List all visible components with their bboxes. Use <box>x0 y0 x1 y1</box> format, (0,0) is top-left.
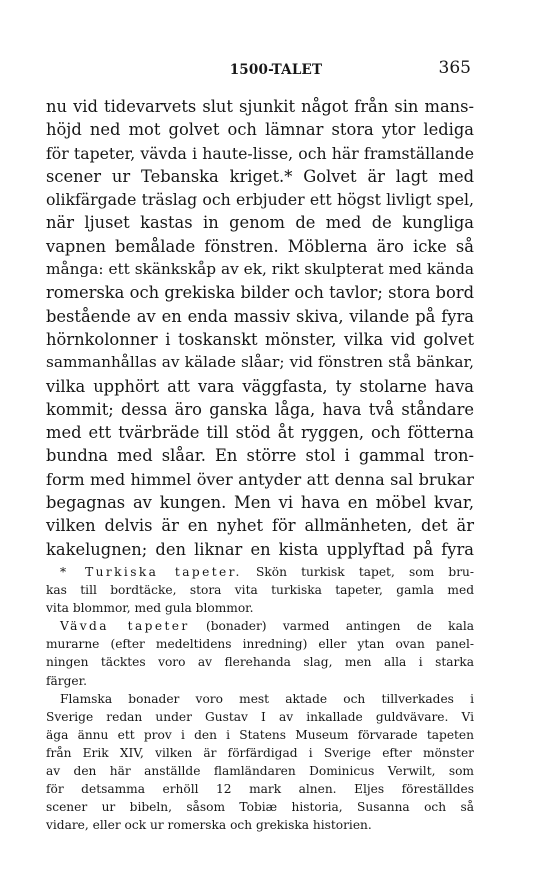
body-line: form med himmel över antyder att denna sal brukar <box>46 469 474 489</box>
page-number: 365 <box>438 58 471 78</box>
body-line: för tapeter, vävda i haute-lisse, och här framställande <box>46 143 474 163</box>
body-line: när ljuset kastas in genom de med de kungliga <box>46 213 474 233</box>
body-line: bestående av en enda massiv skiva, vilande på fyra <box>46 306 474 326</box>
footnote-line: äga ännu ett prov i den i Statens Museum förvarade tapeten <box>46 727 474 742</box>
footnote-line: vita blommor, med gula blommor. <box>46 601 254 616</box>
footnote-line: Vävda tapeter (bonader) varmed antingen de kala <box>60 619 475 634</box>
footnote-line: murarne (efter medeltidens inredning) eller ytan ovan panel- <box>46 637 474 652</box>
footnote-line: ningen täcktes voro av flerehanda slag, men alla i starka <box>46 655 474 670</box>
footnote-line: av den här anställde flamländaren Dominicus Verwilt, som <box>46 764 474 779</box>
body-line: vapnen bemålade fönstren. Möblerna äro icke så <box>46 236 474 256</box>
body-line: bundna med slåar. En större stol i gammal tron- <box>46 446 474 466</box>
body-paragraph <box>46 95 474 561</box>
body-line: vilken delvis är en nyhet för allmänheten, det är <box>46 516 474 536</box>
footnote-line: Flamska bonader voro mest aktade och tillverkades i <box>60 691 474 706</box>
footnote-line: kas till bordtäcke, stora vita turkiska tapeter, gamla med <box>46 583 474 598</box>
footnote-line: Sverige redan under Gustav I av inkallade guldvävare. Vi <box>46 709 474 724</box>
footnote-term-turkiska-tapeter: * Turkiska tapeter. <box>60 565 242 579</box>
running-header: 1500-TALET <box>229 62 323 78</box>
footnote-line: för detsamma erhöll 12 mark alnen. Eljes föreställdes <box>46 782 474 797</box>
body-line: begagnas av kungen. Men vi hava en möbel kvar, <box>46 493 474 513</box>
body-line: många: ett skänkskåp av ek, rikt skulpterat med kända <box>46 260 474 279</box>
body-line: sammanhållas av kälade slåar; vid fönstren stå bänkar, <box>46 353 474 372</box>
body-line: med ett tvärbräde till stöd åt ryggen, och fötterna <box>46 423 474 443</box>
body-line: vilka upphört att vara väggfasta, ty stolarne hava <box>46 376 474 396</box>
body-line: romerska och grekiska bilder och tavlor; stora bord <box>46 283 474 303</box>
body-line: olikfärgade träslag och erbjuder ett högst livligt spel, <box>46 190 474 210</box>
footnote-line: vidare, eller ock ur romerska och grekiska historien. <box>46 818 372 833</box>
footnote-line: från Erik XIV, vilken är förfärdigad i Sverige efter mönster <box>46 745 474 760</box>
body-line: kommit; dessa äro ganska låga, hava två ståndare <box>46 399 474 419</box>
footnotes <box>46 563 474 834</box>
footnote-line: * Turkiska tapeter. Skön turkisk tapet, som bru- <box>60 565 475 579</box>
body-line: höjd ned mot golvet och lämnar stora ytor lediga <box>46 120 474 140</box>
footnote-term-vavda-tapeter: Vävda tapeter <box>60 619 190 634</box>
body-line: scener ur Tebanska kriget.* Golvet är lagt med <box>46 166 474 186</box>
body-line: nu vid tidevarvets slut sjunkit något från sin mans- <box>46 97 474 116</box>
footnote-line: scener ur bibeln, såsom Tobiæ historia, Susanna och så <box>46 800 474 815</box>
body-line: hörnkolonner i toskanskt mönster, vilka vid golvet <box>46 329 474 349</box>
footnote-line: färger. <box>46 673 87 688</box>
body-line: kakelugnen; den liknar en kista upplyftad på fyra <box>46 539 474 559</box>
